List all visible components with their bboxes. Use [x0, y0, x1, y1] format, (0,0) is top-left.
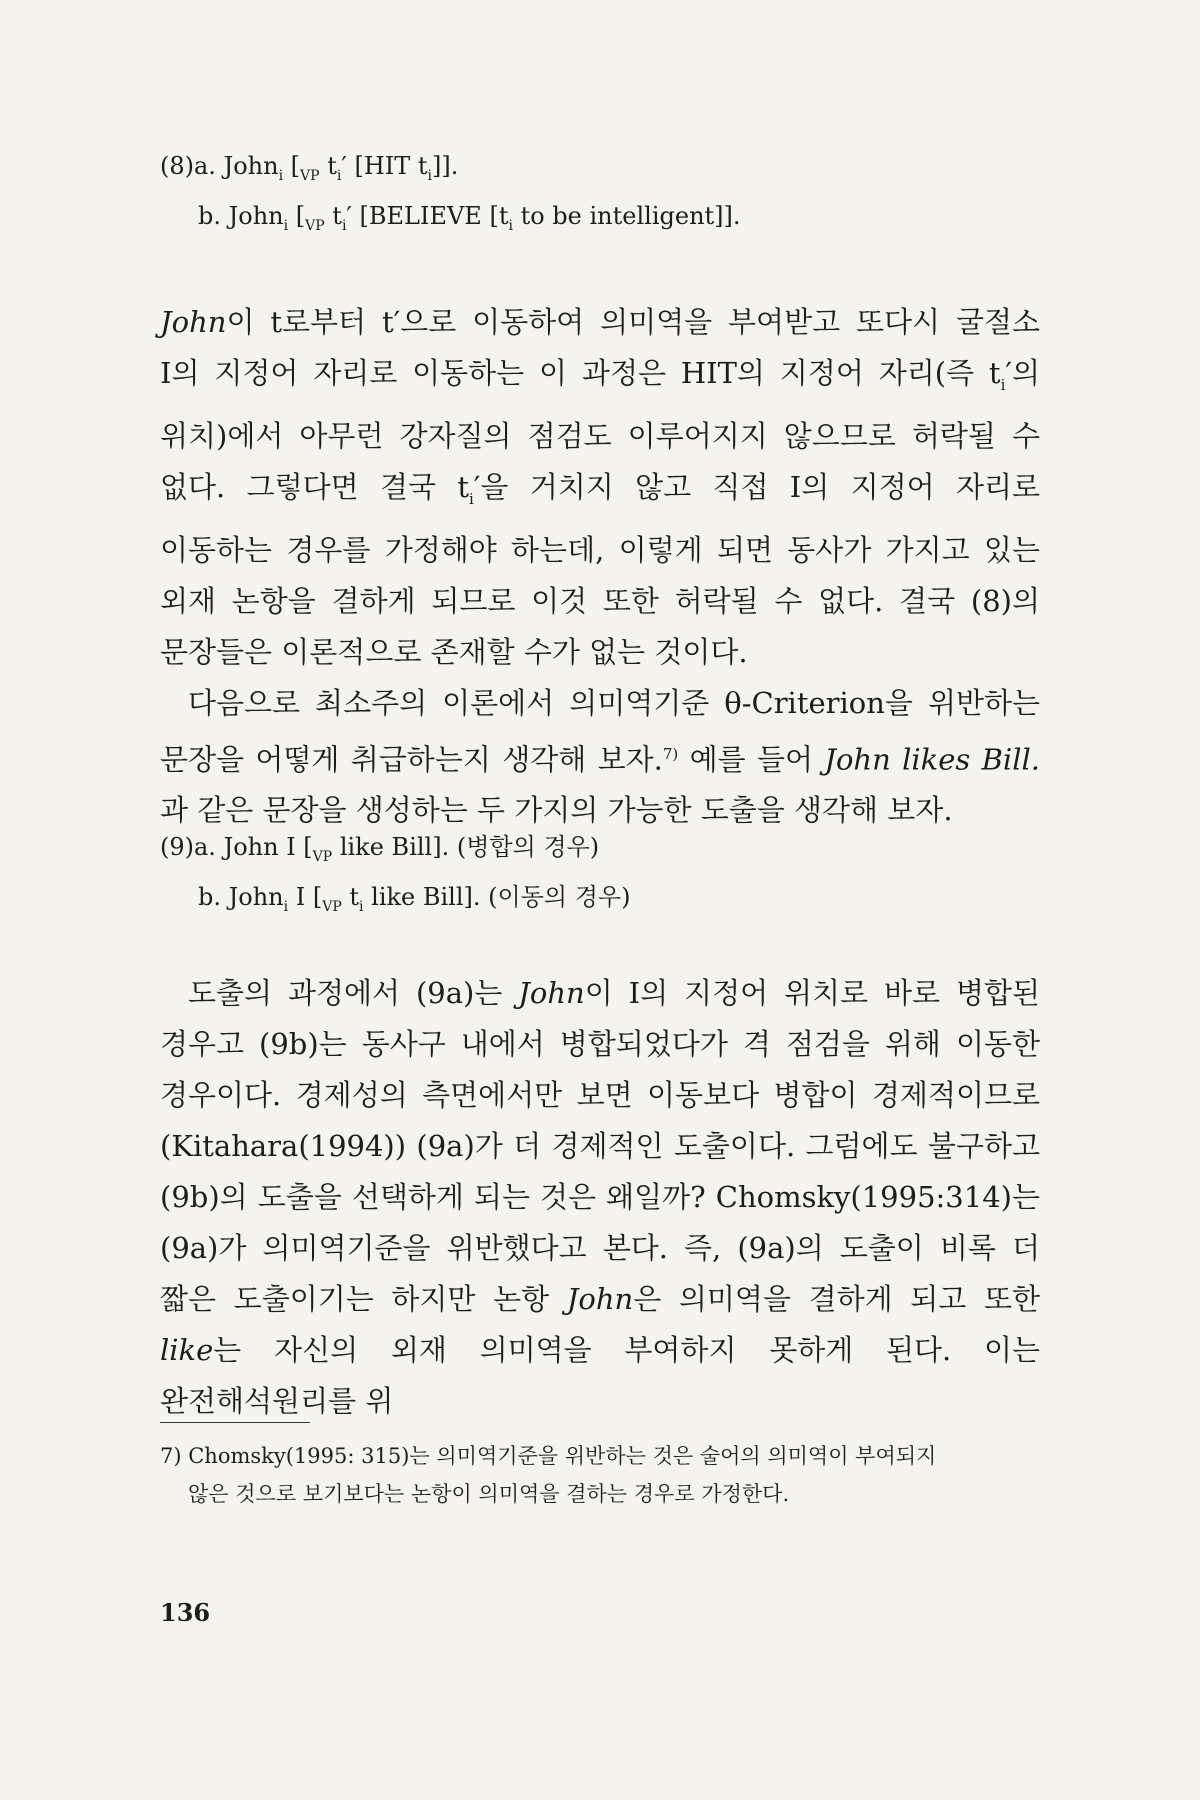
paragraph: 도출의 과정에서 (9a)는 John이 I의 지정어 위치로 바로 병합된 경우고 (9b)는 동사구 내에서 병합되었다가 격 점검을 위해 이동한 경우이다. 경제성의 측면에서만 보면 이동보다 병합이 경제적이므로 (Kitahara(1994)) (9a)가 더 경제적인 도출이다. 그럼에도 불구하고 (9b)의 도출을 선택하게 되는 것은 왜일까? Chomsky(1995:314)는 (9a)가 의미역기준을 위반했다고 본다. 즉, (9a)의 도출이 비록 더 짧은 도출이기는 하지만 논항 John은 의미역을 결하게 되고 또한 like는 자신의 외재 의미역을 부여하지 못하게 된다. 이는 완전해석원리를 위	[160, 976, 1041, 1418]
footnote-line: 않은 것으로 보기보다는 논항이 의미역을 결하는 경우로 가정한다.	[188, 1482, 790, 1506]
page-number: 136	[160, 1598, 211, 1627]
paragraph: 다음으로 최소주의 이론에서 의미역기준 θ-Criterion을 위반하는 문장을 어떻게 취급하는지 생각해 보자.$^{7)}$ 예를 들어 John likes Bill.과 같은 문장을 생성하는 두 가지의 가능한 도출을 생각해 보자.	[160, 685, 1040, 828]
example-label: b.	[198, 202, 221, 230]
example-9a: (9)a. John I [$_{VP}$ like Bill]. (병합의 경우)	[160, 833, 600, 865]
footnote	[160, 1437, 1040, 1513]
example-8a: (8)a. John$_i$ [$_{VP}$ $t_i'$ [HIT $t_i$]].	[160, 152, 459, 184]
example-9b: b. John$_i$ I [$_{VP}$ $t_i$ like Bill]. (이동의 경우)	[198, 883, 631, 915]
body-text-lower	[160, 968, 1040, 1427]
body-text-upper	[160, 297, 1040, 836]
footnote-line: 7) Chomsky(1995: 315)는 의미역기준을 위반하는 것은 술어의 의미역이 부여되지	[160, 1444, 937, 1468]
example-label: (8)a.	[160, 152, 216, 180]
example-label: (9)a.	[160, 833, 216, 861]
footnote-divider	[160, 1422, 310, 1423]
footnote-reference: 7)	[662, 744, 679, 763]
example-8b: b. John$_i$ [$_{VP}$ $t_i'$ [BELIEVE [$t_i$ to be intelligent]].	[198, 202, 741, 234]
paragraph: John이 t로부터 t′으로 이동하여 의미역을 부여받고 또다시 굴절소 I의 지정어 자리로 이동하는 이 과정은 HIT의 지정어 자리(즉 $t_i'$의 위치)에서 아무런 강자질의 점검도 이루어지지 않으므로 허락될 수 없다. 그렇다면 결국 $t_i'$을 거치지 않고 직접 I의 지정어 자리로 이동하는 경우를 가정해야 하는데, 이렇게 되면 동사가 가지고 있는 외재 논항을 결하게 되므로 이것 또한 허락될 수 없다. 결국 (8)의 문장들은 이론적으로 존재할 수가 없는 것이다.	[160, 305, 1040, 669]
example-label: b.	[198, 883, 221, 911]
